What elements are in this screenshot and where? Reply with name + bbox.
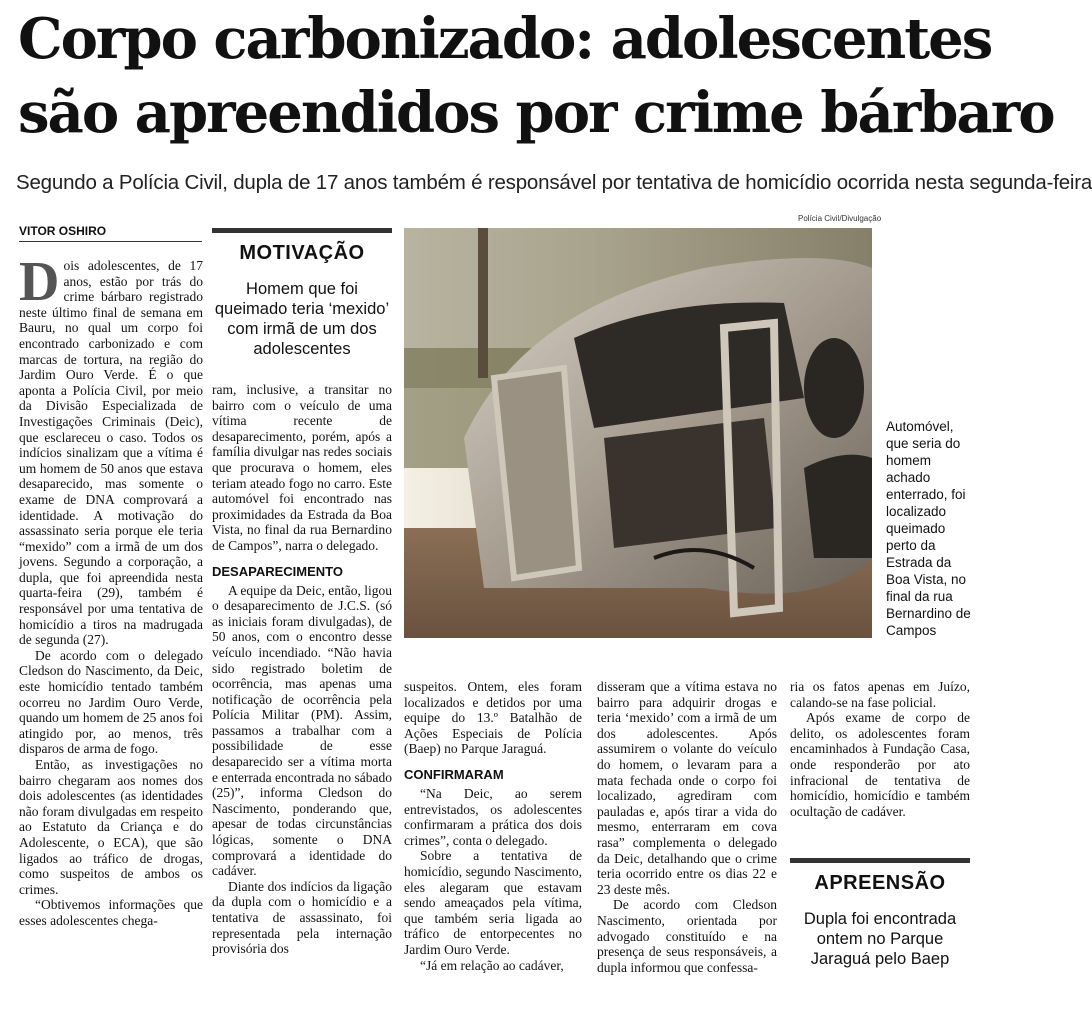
article-column-3	[404, 679, 582, 973]
paragraph: ria os fatos apenas em Juízo, calando-se na fase policial.	[790, 679, 970, 710]
motivacao-box-title: MOTIVAÇÃO	[239, 242, 365, 264]
section-heading-desaparecimento: DESAPARECIMENTO	[212, 563, 343, 579]
paragraph: De acordo com o delegado Cledson do Nascimento, da Deic, este homicídio tentado também ocorreu no Jardim Ouro Verde, quando um homem de 25 anos foi atingido por, ao menos, três disparos de arma de fogo.	[19, 647, 203, 757]
motivacao-box-body: Homem que foi queimado teria ‘mexido’ com irmã de um dos adolescentes	[214, 280, 390, 358]
headline-line-1: Corpo carbonizado: adolescentes	[18, 6, 992, 72]
apreensao-box-title: APREENSÃO	[814, 872, 946, 894]
drop-cap: D	[19, 251, 60, 313]
paragraph: “Já em relação ao cadáver,	[420, 957, 564, 973]
paragraph: Então, as investigações no bairro chegaram aos nomes dos dois adolescentes (as identidades não foram divulgadas em respeito ao Estatuto da Criança e do Adolescente, o ECA), que são ligados ao tráfico de drogas, como suspeitos de ambos os crimes.	[19, 757, 203, 897]
headline	[18, 2, 1054, 150]
subheadline: Segundo a Polícia Civil, dupla de 17 anos também é responsável por tentativa de homicídio ocorrida nesta segunda-feira	[16, 171, 1092, 194]
article-column-1	[19, 251, 203, 929]
motivacao-box	[212, 228, 392, 359]
burned-car-photo	[404, 228, 872, 638]
byline: VITOR OSHIRO	[19, 223, 202, 242]
burned-car-illustration	[404, 228, 872, 638]
paragraph: Após exame de corpo de delito, os adolescentes foram encaminhados à Fundação Casa, onde responderão por ato infracional de tentativa de homicídio, homicídio e também ocultação de cadáver.	[790, 710, 970, 819]
paragraph: suspeitos. Ontem, eles foram localizados e detidos por uma equipe do 13.º Batalhão de Ações Especiais de Polícia (Baep) no Parque Jaraguá.	[404, 679, 582, 757]
lead-paragraph	[19, 251, 203, 648]
apreensao-box	[790, 858, 970, 969]
paragraph: Sobre a tentativa de homicídio, segundo Nascimento, eles alegaram que estavam sendo ameaçados pela vítima, que também seria ligada ao tráfico de entorpecentes no Jardim Ouro Verde.	[404, 848, 582, 957]
paragraph: De acordo com Cledson Nascimento, orientada por advogado constituído e na presença de seus responsáveis, a dupla informou que confessa-	[597, 897, 777, 975]
paragraph: “Na Deic, ao serem entrevistados, os adolescentes confirmaram a prática dos dois crimes”, conta o delegado.	[404, 785, 582, 848]
paragraph: ram, inclusive, a transitar no bairro com o veículo de uma vítima recente de desaparecimento, porém, após a família divulgar nas redes sociais que procurava o homem, eles teriam ateado fogo no carro. Este automóvel foi encontrado nas proximidades da Estrada da Boa Vista, no final da rua Bernardino de Campos”, narra o delegado.	[212, 382, 392, 553]
headline-line-2: são apreendidos por crime bárbaro	[18, 80, 1054, 146]
photo-credit: Polícia Civil/Divulgação	[798, 214, 882, 223]
paragraph: disseram que a vítima estava no bairro para adquirir drogas e teria ‘mexido’ com a irmã de um dos adolescentes. Após assumirem o volante do veículo do homem, o levaram para a mata fechada onde o corpo foi localizado, agrediram com pauladas e, após tirar a vida do mesmo, enterraram em cova rasa” complementa o delegado da Deic, detalhando que o crime teria ocorrido entre os dias 22 e 23 deste mês.	[597, 679, 777, 897]
article-column-5	[790, 679, 970, 819]
section-heading-confirmaram: CONFIRMARAM	[404, 766, 504, 782]
photo-caption: Automóvel, que seria do homem achado enterrado, foi localizado queimado perto da Estrada da Boa Vista, no final da rua Bernardino de Campos	[886, 419, 971, 638]
paragraph: A equipe da Deic, então, ligou o desaparecimento de J.C.S. (só as iniciais foram divulgadas), de 50 anos, com o encontro desse veículo incendiado. “Não havia sido registrado boletim de ocorrência, mas apenas uma notificação de ocorrência pela Polícia Militar (PM). Assim, passamos a trabalhar com a possibilidade de esse desaparecido ser a vítima morta e enterrada encontrada no sábado (25)”, informa Cledson do Nascimento, ponderando que, apesar de todas circunstâncias lógicas, somente o DNA comprovará a identidade do cadáver.	[212, 582, 392, 879]
lead-paragraph-text: ois adolescentes, de 17 anos, estão por trás do crime bárbaro registrado neste último final de semana em Bauru, no qual um corpo foi encontrado carbonizado e com marcas de tortura, na região do Jardim Ouro Verde. É o que aponta a Polícia Civil, por meio da Divisão Especializada de Investigações Criminais (Deic), que esclareceu o caso. Todos os indícios sinalizam que a vítima é um homem de 50 anos que estava desaparecido, mas somente o exame de DNA comprovará a identidade. A motivação do assassinato seria porque ele teria “mexido” com a irmã de um dos jovens. Segundo a corporação, a dupla, que foi apreendida nesta quarta-feira (29), também é responsável por uma tentativa de homicídio a tiros na madrugada de segunda (27).	[19, 258, 203, 648]
apreensao-box-body: Dupla foi encontrada ontem no Parque Jaraguá pelo Baep	[803, 910, 957, 968]
paragraph: Diante dos indícios da ligação da dupla com o homicídio e a tentativa de assassinato, foi representada pela internação provisória dos	[212, 878, 392, 957]
paragraph: “Obtivemos informações que esses adolescentes chega-	[19, 897, 203, 928]
article-column-2	[212, 382, 392, 957]
article-column-4	[597, 679, 777, 975]
